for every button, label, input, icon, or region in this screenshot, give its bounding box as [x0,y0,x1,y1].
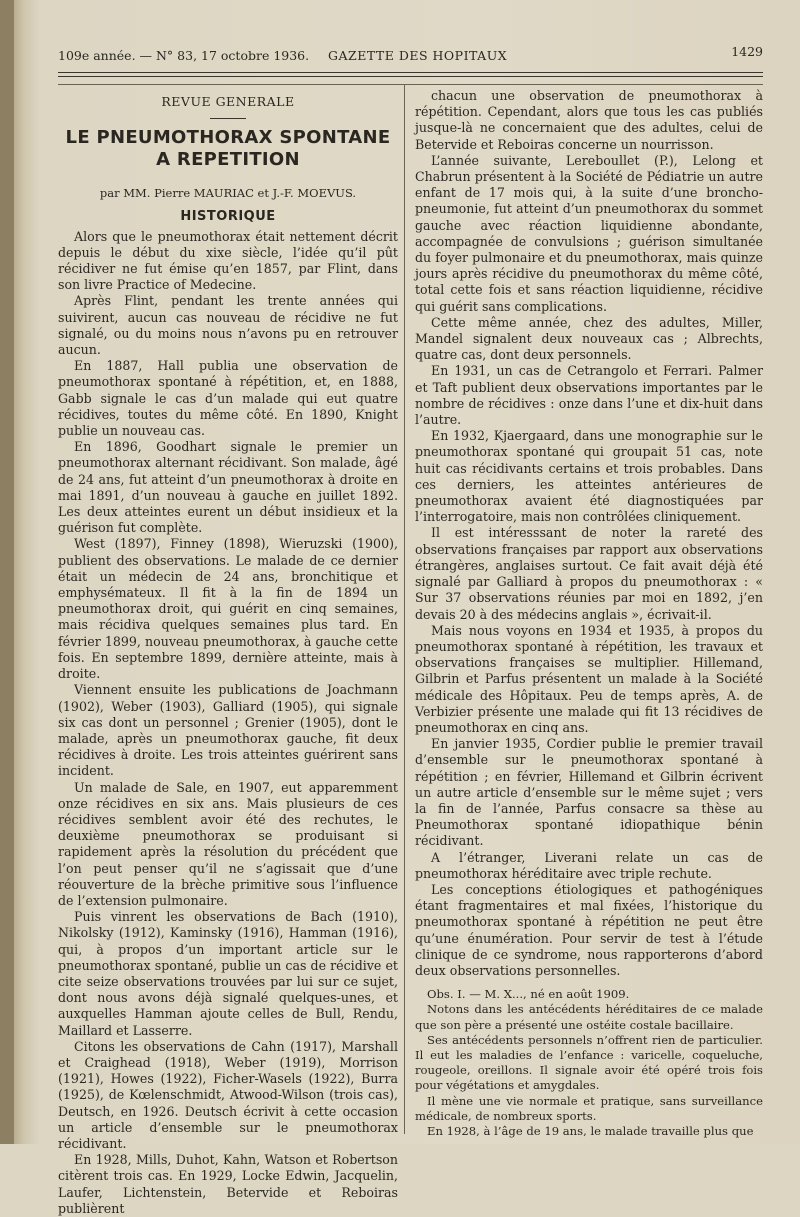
section-heading: HISTORIQUE [180,209,276,225]
paragraph: Mais nous voyons en 1934 et 1935, à propos du pneumothorax spontané à répétition, les travaux et observations françaises se multiplier. Hillemand, Gilbrin et Parfus présentent un malade à la Société médicale des Hôpitaux. Peu de temps après, A. de Verbizier présente une malade qui fit 13 récidives de pneumothorax en cinq ans. [415,622,763,735]
paragraph: En 1928, à l’âge de 19 ans, le malade travaille plus que [427,1124,754,1138]
section-label: REVUE GENERALE [161,94,295,109]
paragraph: Alors que le pneumothorax était nettement décrit depuis le début du xixe siècle, l’idée qu’il pût récidiver ne fut émise qu’en 1857, par Flint, dans son livre Practice of Medecine. [58,228,398,293]
left-column-body [58,229,398,1217]
paragraph: Ses antécédents personnels n’offrent rien de particulier. Il eut les maladies de l’enfance : varicelle, coqueluche, rougeole, oreillons. Il signale avoir été opéré trois fois pour végétations et amygdales. [415,1032,763,1093]
paragraph: Un malade de Sale, en 1907, eut apparemment onze récidives en six ans. Mais plusieurs de ces récidives semblent avoir été des rechutes, le deuxième pneumothorax se produisant si rapidement après la résolution du précédent que l’on peut penser qu’il ne s’agissait que d’une réouverture de la brèche primitive sous l’influence de l’extension pulmonaire. [58,779,398,908]
right-column [415,88,763,1139]
article-title-line2: A REPETITION [156,149,300,171]
paragraph: L’année suivante, Lereboullet (P.), Lelong et Chabrun présentent à la Société de Pédiatrie un autre enfant de 17 mois qui, à la suite d’une broncho-pneumonie, fut atteint d’un pneumothorax du sommet gauche avec réaction liquidienne abondante, accompagnée de convulsions ; guérison simultanée du foyer pulmonaire et du pneumothorax, mais quinze jours après récidive du pneumothorax du même côté, total cette fois et sans réaction liquidienne, récidive qui guérit sans complications. [415,152,763,314]
paragraph: En 1887, Hall publia une observation de pneumothorax spontané à répétition, et, en 1888, Gabb signale le cas d’un malade qui eut quatre récidives, toutes du même côté. En 1890, Knight publie un nouveau cas. [58,358,398,439]
page-number: 1429 [731,44,763,59]
left-column [58,88,398,1217]
page-binding-edge [0,0,14,1144]
paragraph: En janvier 1935, Cordier publie le premier travail d’ensemble sur le pneumothorax spontané à répétition ; en février, Hillemand et Gilbrin écrivent un autre article d’ensemble sur le même sujet ; vers la fin de l’année, Parfus consacre sa thèse au Pneumothorax spontané idiopathique bénin récidivant. [415,736,763,849]
paragraph: Après Flint, pendant les trente années qui suivirent, aucun cas nouveau de récidive ne fut signalé, ou du moins nous n’avons pu en retrouver aucun. [58,293,398,358]
title-rule [210,118,246,119]
column-divider [404,84,405,1134]
paragraph: Il mène une vie normale et pratique, sans surveillance médicale, de nombreux sports. [415,1093,763,1123]
article-title-line1: LE PNEUMOTHORAX SPONTANE [65,127,391,149]
paragraph: Les conceptions étiologiques et pathogéniques étant fragmentaires et mal fixées, l’historique du pneumothorax spontané à répétition ne peut être qu’une énumération. Pour servir de test à l’étude clinique de ce syndrome, nous rapporterons d’abord deux observations personnelles. [415,881,763,978]
paragraph: West (1897), Finney (1898), Wieruzski (1900), publient des observations. Le malade de ce dernier était un médecin de 24 ans, bronchitique et emphysémateux. Il fit à la fin de 1894 un pneumothorax droit, qui guérit en cinq semaines, mais récidiva quelques semaines plus tard. En février 1899, nouveau pneumothorax, à gauche cette fois. En septembre 1899, dernière atteinte, mais à droite. [58,536,398,682]
paragraph: En 1932, Kjaergaard, dans une monographie sur le pneumothorax spontané qui groupait 51 cas, note huit cas récidivants certains et trois probables. Dans ces derniers, les atteintes antérieures de pneumothorax avaient été diagnostiquées par l’interrogatoire, mais non contrôlées cliniquement. [415,428,763,525]
paragraph: Viennent ensuite les publications de Joachmann (1902), Weber (1903), Galliard (1905), qui signale six cas dont un personnel ; Grenier (1905), dont le malade, après un pneumothorax gauche, fit deux récidives à droite. Les trois atteintes guérirent sans incident. [58,682,398,779]
header-rule [58,72,763,73]
paragraph: Notons dans les antécédents héréditaires de ce malade que son père a présenté une ostéite costale bacillaire. [415,1002,763,1032]
column-top-rule [58,84,763,85]
header-rule-double [58,76,763,77]
paragraph: Puis vinrent les observations de Bach (1910), Nikolsky (1912), Kaminsky (1916), Hamman (1916), qui, à propos d’un important article sur le pneumothorax spontané, publie un cas de récidive et cite seize observations trouvées par lui sur ce sujet, dont nous avons déjà signalé quelques-unes, et auxquelles Hamman ajoute celles de Bull, Rendu, Maillard et Lasserre. [58,909,398,1038]
right-column-body [415,88,763,979]
paragraph: Obs. I. — M. X..., né en août 1909. [427,987,630,1002]
paragraph: Cette même année, chez des adultes, Miller, Mandel signalent deux nouveaux cas ; Albrechts, quatre cas, dont deux personnels. [415,314,763,363]
paragraph: En 1928, Mills, Duhot, Kahn, Watson et Robertson citèrent trois cas. En 1929, Locke Edwin, Jacquelin, Laufer, Lichtenstein, Betervide et Reboiras publièrent [58,1152,398,1216]
issue-info: 109e année. — N° 83, 17 octobre 1936. [58,48,310,63]
paragraph: Il est intéresssant de noter la rareté des observations françaises par rapport aux observations étrangères, anglaises surtout. Ce fait avait déjà été signalé par Galliard à propos du pneumothorax : « Sur 37 observations réunies par moi en 1892, j’en devais 20 à des médecins anglais », écrivait-il. [415,525,763,622]
paragraph: chacun une observation de pneumothorax à répétition. Cependant, alors que tous les cas publiés jusque-là ne concernaient que des adultes, celui de Betervide et Reboiras concerne un nourrisson. [415,88,763,152]
paragraph: A l’étranger, Liverani relate un cas de pneumothorax héréditaire avec triple rechute. [415,849,763,881]
observation-block [415,987,763,1139]
paragraph: En 1931, un cas de Cetrangolo et Ferrari. Palmer et Taft publient deux observations importantes par le nombre de récidives : onze dans l’une et dix-huit dans l’autre. [415,363,763,428]
paragraph: Citons les observations de Cahn (1917), Marshall et Craighead (1918), Weber (1919), Morrison (1921), Howes (1922), Ficher-Wasels (1922), Burra (1925), de Kœlenschmidt, Atwood-Wilson (trois cas), Deutsch, en 1926. Deutsch écrivit à cette occasion un article d’ensemble sur le pneumothorax récidivant. [58,1038,398,1151]
paragraph: En 1896, Goodhart signale le premier un pneumothorax alternant récidivant. Son malade, âgé de 24 ans, fut atteint d’un pneumothorax à droite en mai 1891, d’un nouveau à gauche en juillet 1892. Les deux atteintes eurent un début insidieux et la guérison fut complète. [58,439,398,536]
article-authors: par MM. Pierre MAURIAC et J.-F. MOEVUS. [99,186,357,201]
running-header [58,44,763,64]
journal-title: GAZETTE DES HOPITAUX [328,48,508,63]
